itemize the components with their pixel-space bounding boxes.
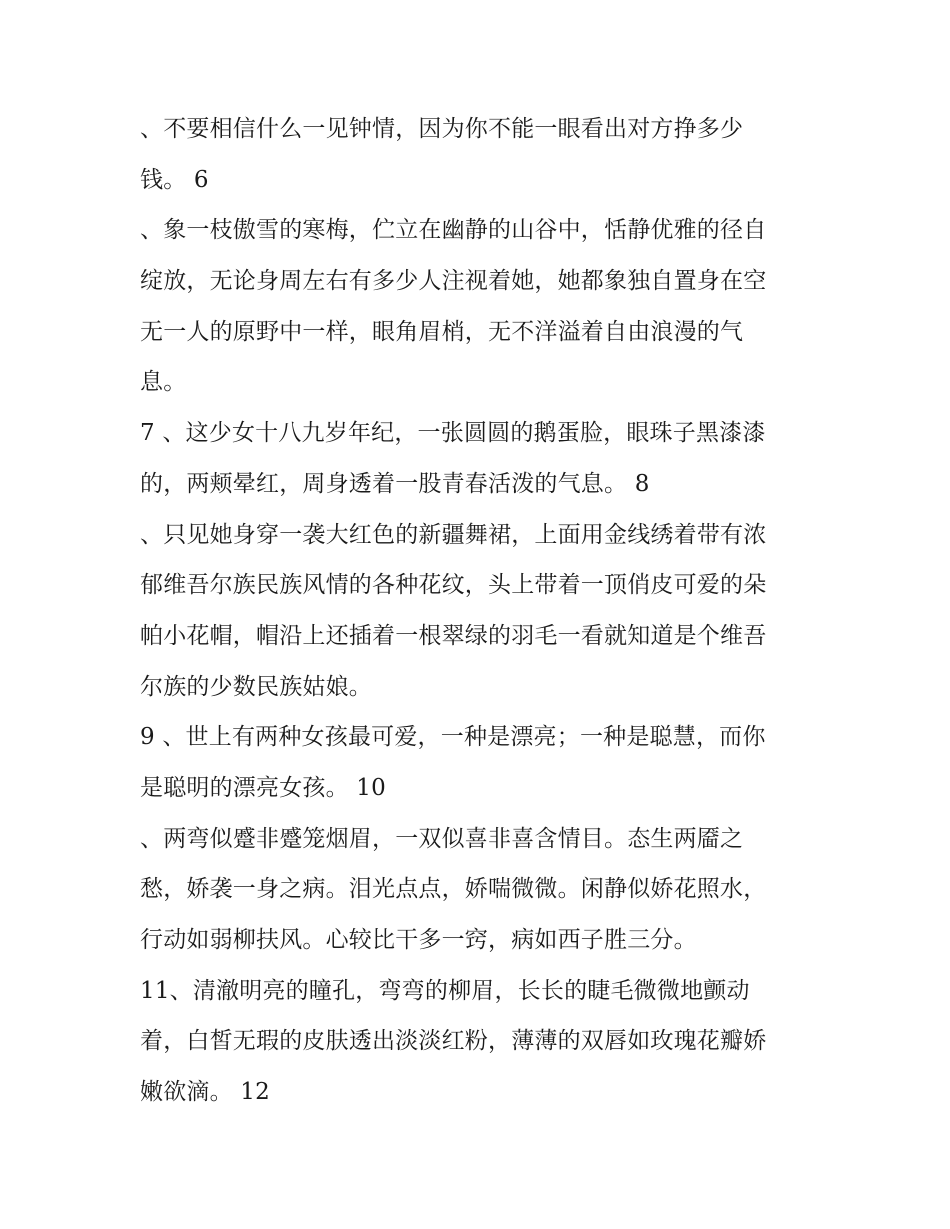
text-line: 郁维吾尔族民族风情的各种花纹，头上带着一顶俏皮可爱的朵 [140,572,767,599]
text-line: 9 、世上有两种女孩最可爱，一种是漂亮；一种是聪慧，而你 [140,724,766,751]
text-line: 无一人的原野中一样，眼角眉梢，无不洋溢着自由浪漫的气 [140,318,744,345]
text-line: 钱。 6 [140,166,209,193]
text-line: 行动如弱柳扶风。心较比干多一窍，病如西子胜三分。 [140,927,697,953]
text-line: 帕小花帽，帽沿上还插着一根翠绿的羽毛一看就知道是个维吾 [140,622,767,649]
text-line: 、只见她身穿一袭大红色的新疆舞裙，上面用金线绣着带有浓 [140,521,767,548]
body-text [140,104,840,1118]
text-line: 愁，娇袭一身之病。泪光点点，娇喘微微。闲静似娇花照水， [140,876,767,903]
text-line: 息。 [140,369,187,396]
text-line: 是聪明的漂亮女孩。 10 [140,774,386,801]
text-line: 7 、这少女十八九岁年纪，一张圆圆的鹅蛋脸，眼珠子黑漆漆 [140,420,766,447]
text-line: 尔族的少数民族姑娘。 [140,673,372,700]
text-line: 、象一枝傲雪的寒梅，伫立在幽静的山谷中，恬静优雅的径自 [140,217,767,244]
text-line: 的，两颊晕红，周身透着一股青春活泼的气息。 8 [140,470,650,497]
text-line: 11、清澈明亮的瞳孔，弯弯的柳眉，长长的睫毛微微地颤动 [140,977,750,1004]
text-line: 绽放，无论身周左右有多少人注视着她，她都象独自置身在空 [140,268,767,295]
text-line: 、不要相信什么一见钟情，因为你不能一眼看出对方挣多少 [140,116,744,142]
text-line: 、两弯似蹙非蹙笼烟眉，一双似喜非喜含情目。态生两靥之 [140,825,744,852]
text-line: 嫩欲滴。 12 [140,1079,270,1106]
text-line: 着，白皙无瑕的皮肤透出淡淡红粉，薄薄的双唇如玫瑰花瓣娇 [140,1028,767,1055]
